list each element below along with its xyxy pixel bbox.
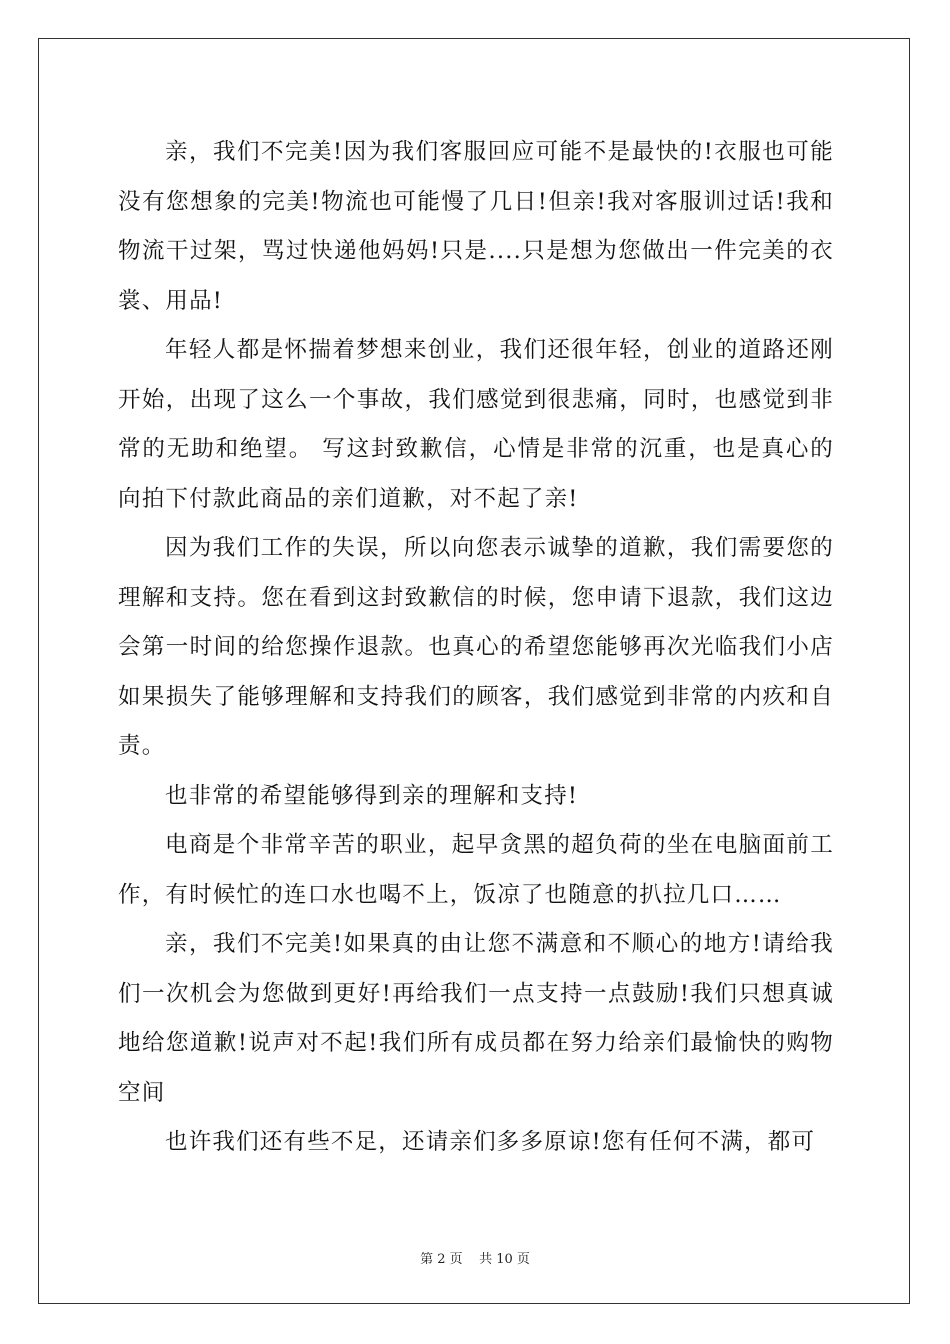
paragraph: 电商是个非常辛苦的职业，起早贪黑的超负荷的坐在电脑面前工作，有时候忙的连口水也喝不上，饭凉了也随意的扒拉几口…… (118, 832, 834, 908)
paragraph: 也许我们还有些不足，还请亲们多多原谅!您有任何不满，都可 (165, 1129, 816, 1155)
paragraph: 亲，我们不完美!因为我们客服回应可能不是最快的!衣服也可能没有您想象的完美!物流也可能慢了几日!但亲!我对客服训过话!我和物流干过架，骂过快递他妈妈!只是....只是想为您做出一件完美的衣裳、用品! (118, 139, 834, 314)
page-number-footer: 第 2 页 共 10 页 (420, 1252, 530, 1267)
paragraph: 因为我们工作的失误，所以向您表示诚挚的道歉，我们需要您的理解和支持。您在看到这封致歉信的时候，您申请下退款，我们这边会第一时间的给您操作退款。也真心的希望您能够再次光临我们小店如果损失了能够理解和支持我们的顾客，我们感觉到非常的内疚和自责。 (118, 535, 834, 759)
paragraph: 年轻人都是怀揣着梦想来创业，我们还很年轻，创业的道路还刚开始，出现了这么一个事故，我们感觉到很悲痛，同时，也感觉到非常的无助和绝望。 写这封致歉信，心情是非常的沉重，也是真心的向拍下付款此商品的亲们道歉，对不起了亲! (118, 337, 834, 512)
document-body (118, 128, 834, 1168)
paragraph: 也非常的希望能够得到亲的理解和支持! (165, 782, 579, 809)
paragraph: 亲，我们不完美!如果真的由让您不满意和不顺心的地方!请给我们一次机会为您做到更好!再给我们一点支持一点鼓励!我们只想真诚地给您道歉!说声对不起!我们所有成员都在努力给亲们最愉快的购物空间 (118, 931, 834, 1106)
